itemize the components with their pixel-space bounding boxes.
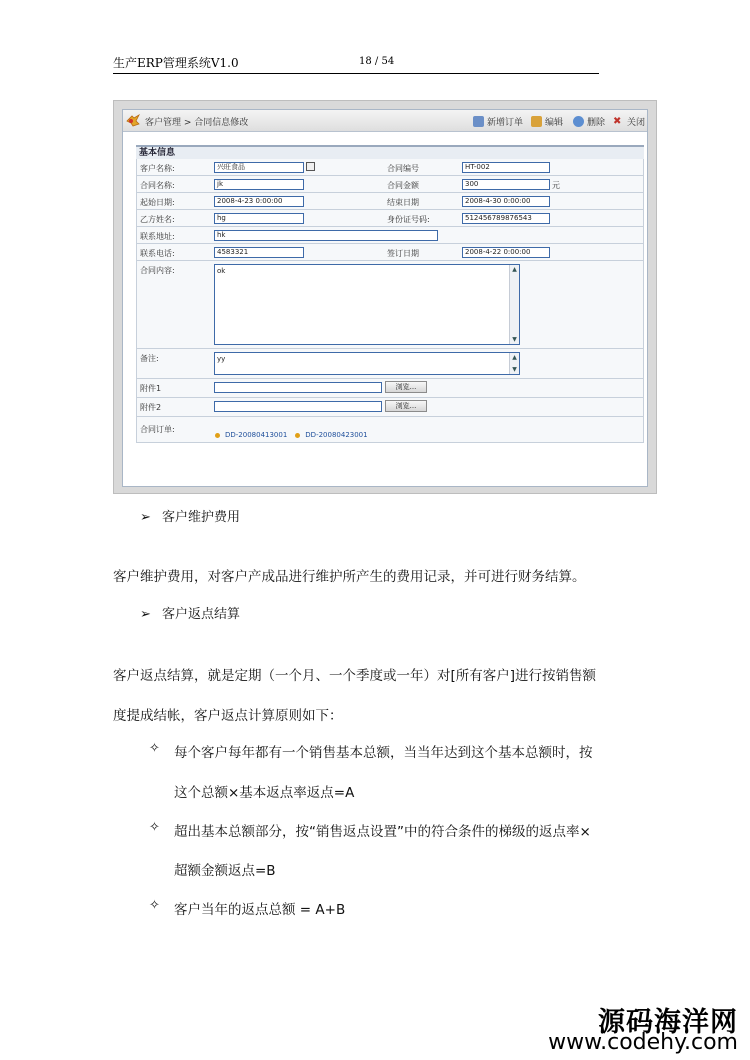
sign-date-field[interactable]: 2008-4-22 0:00:00 — [462, 247, 550, 258]
close-label: 关闭 — [627, 117, 646, 128]
add-order-button[interactable] — [473, 114, 523, 128]
contract-no-label: 合同编号 — [387, 164, 419, 173]
scroll-down-icon[interactable]: ▼ — [512, 366, 517, 373]
phone-field[interactable]: 4583321 — [214, 247, 304, 258]
paragraph: 度提成结帐，客户返点计算原则如下： — [113, 708, 343, 724]
id-number-field[interactable]: 512456789876543 — [462, 213, 550, 224]
toolbar — [123, 110, 647, 132]
contract-name-field[interactable]: jk — [214, 179, 304, 190]
form-row — [137, 349, 643, 379]
document-title: 生产ERP管理系统V1.0 — [113, 56, 239, 70]
order-links — [215, 431, 368, 439]
sign-date-label: 签订日期 — [387, 249, 419, 258]
edit-button[interactable] — [531, 114, 563, 128]
attachment1-field[interactable] — [214, 382, 382, 393]
browse1-button[interactable]: 浏览... — [385, 381, 427, 393]
add-order-icon — [473, 116, 484, 127]
list-item: 超额金额返点=B — [174, 863, 276, 879]
address-field[interactable]: hk — [214, 230, 438, 241]
order-link[interactable] — [215, 431, 287, 439]
list-item: 客户当年的返点总额 = A+B — [174, 902, 346, 918]
contract-no-field[interactable]: HT-002 — [462, 162, 550, 173]
watermark-title: 源码海洋网 — [598, 1007, 738, 1038]
close-button[interactable] — [613, 114, 645, 128]
content-textarea[interactable] — [214, 264, 520, 345]
scroll-up-icon[interactable]: ▲ — [512, 266, 517, 273]
customer-picker-icon[interactable] — [306, 162, 315, 171]
contract-form — [136, 159, 644, 443]
section-heading-maintenance — [140, 506, 240, 525]
order-link[interactable] — [295, 431, 367, 439]
add-order-label: 新增订单 — [487, 117, 524, 128]
page-number: 18 / 54 — [359, 56, 395, 67]
arrow-icon: ➢ — [140, 510, 151, 525]
form-row — [137, 227, 643, 244]
form-row — [137, 193, 643, 210]
form-row — [137, 417, 643, 443]
form-row — [137, 398, 643, 417]
section-heading-rebate — [140, 603, 240, 622]
breadcrumb: 客户管理 > 合同信息修改 — [145, 118, 249, 128]
start-date-label: 起始日期: — [140, 198, 175, 207]
diamond-bullet-icon: ✧ — [149, 820, 160, 835]
diamond-bullet-icon: ✧ — [149, 741, 160, 756]
form-row — [137, 244, 643, 261]
form-row — [137, 159, 643, 176]
content-value: ok — [217, 267, 226, 275]
bullet-icon — [215, 433, 220, 438]
heading-text: 客户返点结算 — [162, 607, 241, 622]
attachment1-label: 附件1 — [140, 384, 162, 393]
order-link-text: DD-20080423001 — [305, 431, 368, 439]
delete-button[interactable] — [573, 114, 605, 128]
list-item: 超出基本总额部分，按“销售返点设置”中的符合条件的梯级的返点率× — [174, 824, 591, 840]
party-b-field[interactable]: hg — [214, 213, 304, 224]
phone-label: 联系电话: — [140, 249, 175, 258]
end-date-field[interactable]: 2008-4-30 0:00:00 — [462, 196, 550, 207]
contract-name-label: 合同名称: — [140, 181, 175, 190]
delete-label: 删除 — [587, 117, 606, 128]
paragraph: 客户返点结算，就是定期（一个月、一个季度或一年）对[所有客户]进行按销售额 — [113, 668, 597, 684]
scroll-down-icon[interactable]: ▼ — [512, 336, 517, 343]
list-item: 每个客户每年都有一个销售基本总额，当当年达到这个基本总额时，按 — [174, 745, 593, 761]
close-icon: ✖ — [613, 115, 622, 127]
watermark-url: www.codehy.com — [548, 1030, 738, 1055]
arrow-icon: ➢ — [140, 607, 151, 622]
party-b-label: 乙方姓名: — [140, 215, 175, 224]
end-date-label: 结束日期 — [387, 198, 419, 207]
heading-text: 客户维护费用 — [162, 510, 241, 525]
edit-label: 编辑 — [545, 117, 564, 128]
id-number-label: 身份证号码: — [387, 215, 430, 224]
orders-label: 合同订单: — [140, 425, 175, 434]
form-row — [137, 379, 643, 398]
attachment2-field[interactable] — [214, 401, 382, 412]
page-header — [113, 52, 599, 74]
paragraph: 客户维护费用，对客户产成品进行维护所产生的费用记录，并可进行财务结算。 — [113, 569, 586, 585]
address-label: 联系地址: — [140, 232, 175, 241]
embedded-screenshot — [113, 100, 657, 494]
remark-scrollbar[interactable] — [509, 353, 519, 374]
form-row — [137, 261, 643, 349]
customer-name-label: 客户名称: — [140, 164, 175, 173]
contract-amount-field[interactable]: 300 — [462, 179, 550, 190]
diamond-bullet-icon: ✧ — [149, 898, 160, 913]
section-header: 基本信息 — [136, 145, 644, 159]
customer-name-field[interactable]: 兴旺食品 — [214, 162, 304, 173]
contract-amount-label: 合同金额 — [387, 181, 419, 190]
form-row — [137, 176, 643, 193]
edit-icon — [531, 116, 542, 127]
content-label: 合同内容: — [140, 266, 175, 275]
list-item: 这个总额×基本返点率返点=A — [174, 785, 355, 801]
scroll-up-icon[interactable]: ▲ — [512, 354, 517, 361]
browse2-button[interactable]: 浏览... — [385, 400, 427, 412]
delete-icon — [573, 116, 584, 127]
start-date-field[interactable]: 2008-4-23 0:00:00 — [214, 196, 304, 207]
form-row — [137, 210, 643, 227]
remark-value: yy — [217, 355, 226, 363]
order-link-text: DD-20080413001 — [225, 431, 288, 439]
remark-textarea[interactable] — [214, 352, 520, 375]
currency-unit: 元 — [552, 181, 560, 190]
remark-label: 备注: — [140, 354, 159, 363]
bullet-icon — [295, 433, 300, 438]
attachment2-label: 附件2 — [140, 403, 162, 412]
app-logo-icon — [126, 114, 140, 127]
content-scrollbar[interactable] — [509, 265, 519, 344]
contract-edit-window — [122, 109, 648, 487]
